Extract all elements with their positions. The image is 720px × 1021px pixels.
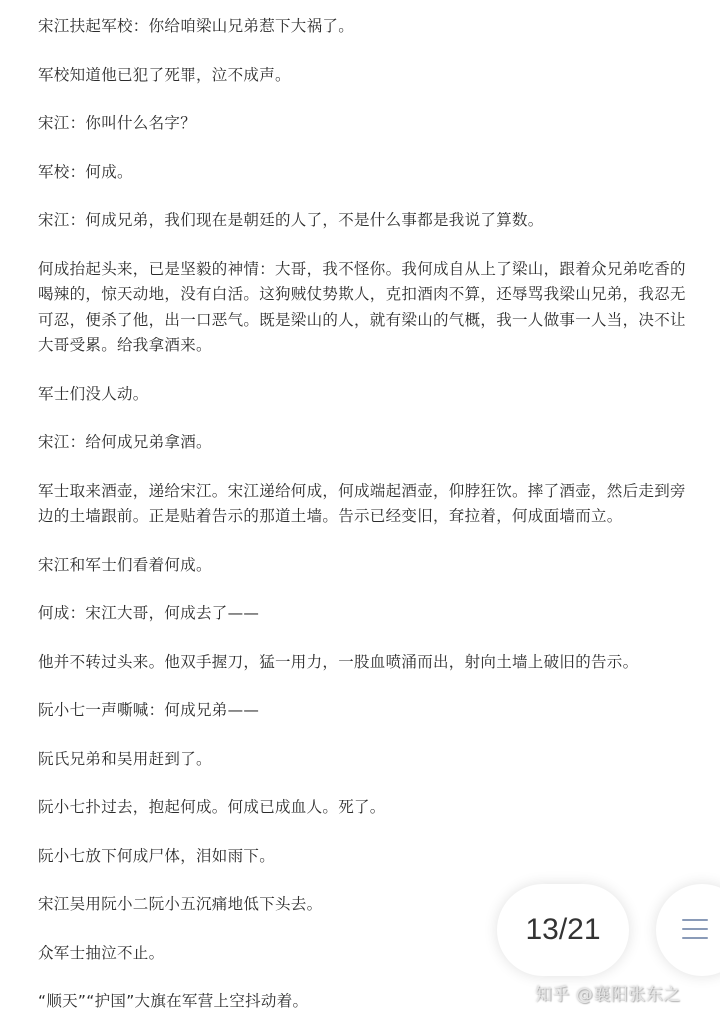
paragraph-5: 宋江：何成兄弟，我们现在是朝廷的人了，不是什么事都是我说了算数。 <box>38 211 544 229</box>
paragraph-10: 宋江和军士们看着何成。 <box>38 555 212 574</box>
page-indicator-label: 13/21 <box>525 913 601 946</box>
paragraph-7: 军士们没人动。 <box>38 384 149 403</box>
paragraph-6: 何成抬起头来，已是坚毅的神情：大哥，我不怪你。我何成自从上了梁山，跟着众兄弟吃香的喝辣的，惊天动地，没有白活。这狗贼仗势欺人，克扣酒肉不算，还辱骂我梁山兄弟，我忍无可忍，便杀了他，出一口恶气。既是梁山的人，就有梁山的气概，我一人做事一人当，决不让大哥受累。给我拿酒来。 <box>38 259 686 354</box>
paragraph-13: 阮小七一声嘶喊：何成兄弟—— <box>38 701 260 719</box>
page-indicator-button[interactable] <box>497 884 629 976</box>
paragraph-1: 宋江扶起军校：你给咱梁山兄弟惹下大祸了。 <box>38 17 355 35</box>
paragraph-15: 阮小七扑过去，抱起何成。何成已成血人。死了。 <box>38 798 386 816</box>
watermark: 知乎 @襄阳张东之 <box>535 985 681 1005</box>
menu-icon <box>682 917 708 941</box>
paragraph-18: 众军士抽泣不止。 <box>38 943 165 962</box>
paragraph-17: 宋江吴用阮小二阮小五沉痛地低下头去。 <box>38 895 323 913</box>
paragraph-3: 宋江：你叫什么名字？ <box>38 114 197 132</box>
article-body <box>38 14 688 1015</box>
paragraph-9: 军士取来酒壶，递给宋江。宋江递给何成，何成端起酒壶，仰脖狂饮。摔了酒壶，然后走到旁边的土墙跟前。正是贴着告示的那道土墙。告示已经变旧，耷拉着，何成面墙而立。 <box>38 481 686 525</box>
paragraph-12: 他并不转过头来。他双手握刀，猛一用力，一股血喷涌而出，射向土墙上破旧的告示。 <box>38 652 639 671</box>
paragraph-16: 阮小七放下何成尸体，泪如雨下。 <box>38 846 276 865</box>
paragraph-8: 宋江：给何成兄弟拿酒。 <box>38 433 212 451</box>
paragraph-19: “顺天”“护国”大旗在军营上空抖动着。 <box>38 992 309 1010</box>
paragraph-14: 阮氏兄弟和吴用赶到了。 <box>38 749 212 768</box>
paragraph-11: 何成：宋江大哥，何成去了—— <box>38 604 260 622</box>
paragraph-2: 军校知道他已犯了死罪，泣不成声。 <box>38 65 291 84</box>
paragraph-4: 军校：何成。 <box>38 162 133 181</box>
